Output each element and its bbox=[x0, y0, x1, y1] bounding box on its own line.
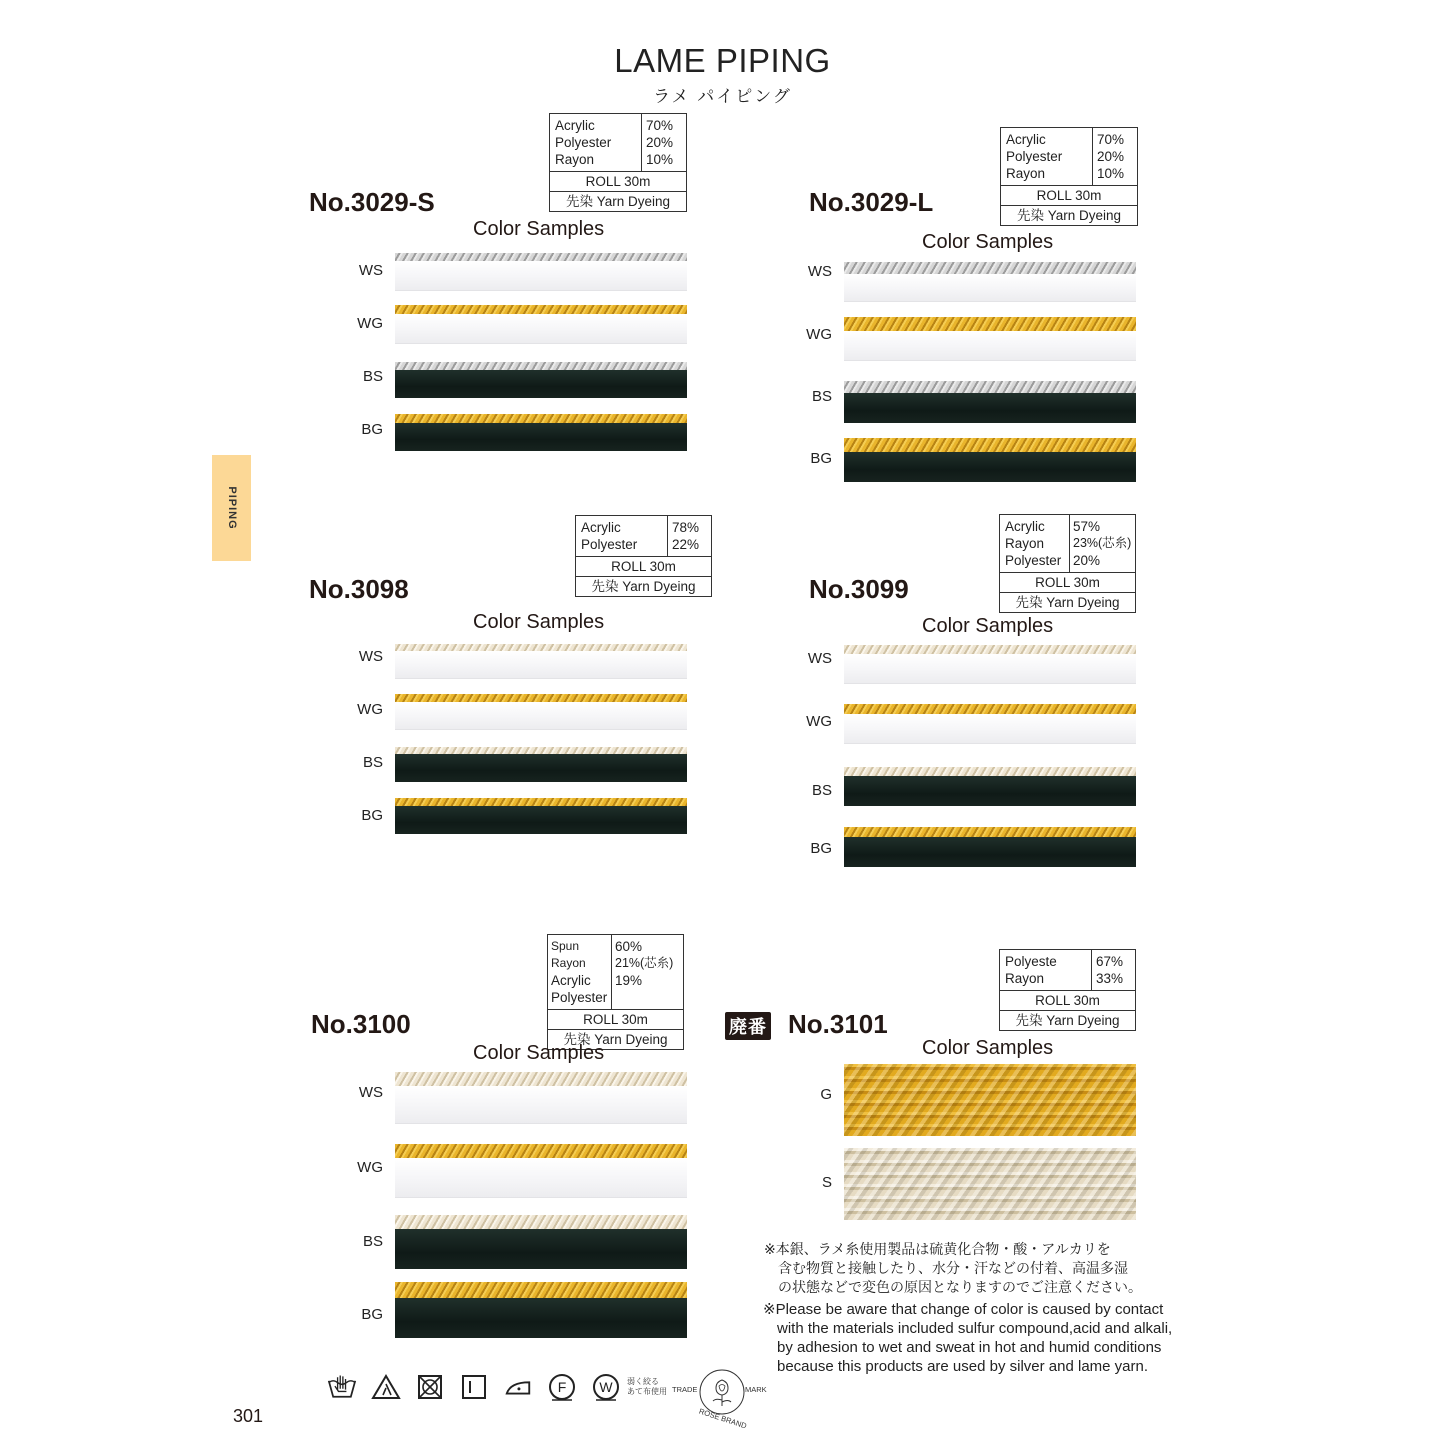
note-line: ※本銀、ラメ糸使用製品は硫黄化合物・酸・アルカリを bbox=[764, 1241, 1111, 1257]
color-samples-heading: Color Samples bbox=[922, 231, 1054, 253]
trademark-brand-name: ROSE BRAND bbox=[697, 1406, 748, 1431]
material-name: Rayon bbox=[555, 152, 595, 167]
swatch-tape-bs bbox=[844, 381, 1136, 423]
material-percent: 10% bbox=[1097, 166, 1125, 181]
swatch-tape-bs bbox=[844, 767, 1136, 806]
swatch-code: BG bbox=[361, 1306, 383, 1323]
roll-length: ROLL 30m bbox=[1035, 993, 1100, 1008]
care-note bbox=[627, 1377, 667, 1397]
color-samples-heading: Color Samples bbox=[473, 611, 605, 633]
dyeing-method: 先染 Yarn Dyeing bbox=[1001, 205, 1137, 225]
color-samples-heading: Color Samples bbox=[473, 1042, 605, 1064]
wet-clean-letter: W bbox=[599, 1379, 613, 1395]
material-percent: 20% bbox=[1097, 149, 1125, 164]
material-name: Polyester bbox=[551, 990, 608, 1005]
section-tab-label: PIPING bbox=[225, 486, 238, 530]
material-name: Acrylic bbox=[581, 520, 621, 535]
material-percent: 78% bbox=[672, 520, 700, 535]
note-line: by adhesion to wet and sweat in hot and humid conditions bbox=[777, 1339, 1162, 1356]
swatch-tape-wg bbox=[844, 317, 1136, 361]
color-samples-heading: Color Samples bbox=[922, 1037, 1054, 1059]
material-name: Acrylic bbox=[1006, 132, 1046, 147]
roll-length: ROLL 30m bbox=[583, 1012, 648, 1027]
swatch-tape-ws bbox=[844, 645, 1136, 684]
hand-wash-icon bbox=[327, 1372, 357, 1402]
swatch-tape-ws bbox=[395, 253, 687, 291]
swatch-code: BS bbox=[811, 388, 832, 405]
product-number: No.3029-S bbox=[309, 187, 435, 217]
material-name: Polyeste bbox=[1005, 954, 1057, 969]
material-name: Polyester bbox=[555, 135, 612, 150]
page-number: 301 bbox=[233, 1406, 264, 1426]
line-dry-icon bbox=[459, 1372, 489, 1402]
product-number: No.3029-L bbox=[809, 187, 934, 217]
no-tumble-dry-icon bbox=[415, 1372, 445, 1402]
material-percent: 33% bbox=[1096, 971, 1124, 986]
dyeing-method: 先染 Yarn Dyeing bbox=[576, 576, 711, 596]
material-name: Rayon bbox=[1005, 536, 1045, 551]
caution-note-ja bbox=[764, 1240, 1142, 1297]
care-note-line: 弱く絞る bbox=[627, 1377, 659, 1386]
swatch-tape-ws bbox=[395, 644, 687, 679]
dyeing-method: 先染 Yarn Dyeing bbox=[1000, 592, 1135, 612]
material-name: Acrylic bbox=[551, 973, 591, 988]
swatch-code: BG bbox=[361, 421, 383, 438]
roll-length: ROLL 30m bbox=[1035, 575, 1100, 590]
caution-note-en bbox=[763, 1300, 1172, 1376]
product-number: No.3101 bbox=[788, 1009, 888, 1039]
swatch-tape-bs bbox=[395, 1215, 687, 1269]
material-percent: 70% bbox=[646, 118, 674, 133]
swatch-code: WG bbox=[806, 326, 832, 343]
swatch-tape-bg bbox=[844, 827, 1136, 867]
material-percent: 67% bbox=[1096, 954, 1124, 969]
swatch-tape-ws bbox=[395, 1072, 687, 1124]
care-note-line: あて布使用 bbox=[627, 1387, 667, 1396]
rose-brand-logo bbox=[672, 1368, 772, 1431]
material-percent: 10% bbox=[646, 152, 674, 167]
material-name: Polyester bbox=[1005, 553, 1062, 568]
material-name: Polyester bbox=[1006, 149, 1063, 164]
material-percent: 57% bbox=[1073, 519, 1101, 534]
color-samples-heading: Color Samples bbox=[473, 218, 605, 240]
swatch-tape-bs bbox=[395, 362, 687, 398]
material-name: Acrylic bbox=[1005, 519, 1045, 534]
swatch-code: BG bbox=[810, 450, 832, 467]
swatch-code: WS bbox=[358, 1084, 383, 1101]
composition-box-3101 bbox=[999, 949, 1136, 1031]
composition-box-3098 bbox=[575, 515, 712, 597]
iron-low-icon bbox=[503, 1372, 533, 1402]
swatch-code: WG bbox=[357, 315, 383, 332]
dry-clean-f-icon bbox=[547, 1372, 577, 1402]
bleach-triangle-icon bbox=[371, 1372, 401, 1402]
composition-box-3029l bbox=[1000, 127, 1138, 226]
discontinued-badge: 廃番 bbox=[725, 1012, 771, 1040]
material-percent: 20% bbox=[1073, 553, 1101, 568]
product-number: No.3099 bbox=[809, 574, 909, 604]
product-number: No.3098 bbox=[309, 574, 409, 604]
swatch-code: WG bbox=[357, 701, 383, 718]
material-percent: 20% bbox=[646, 135, 674, 150]
swatch-tape-bg bbox=[395, 1282, 687, 1338]
trademark-mark: MARK bbox=[745, 1385, 767, 1394]
swatch-code: BG bbox=[810, 840, 832, 857]
material-percent: 70% bbox=[1097, 132, 1125, 147]
dyeing-method: 先染 Yarn Dyeing bbox=[1000, 1010, 1135, 1030]
material-name: Rayon bbox=[1005, 971, 1045, 986]
section-tab bbox=[212, 455, 251, 561]
material-percent: 22% bbox=[672, 537, 700, 552]
swatch-tape-wg bbox=[844, 704, 1136, 744]
swatch-tape-bg bbox=[844, 438, 1136, 482]
swatch-tape-bg bbox=[395, 798, 687, 834]
wet-clean-w-icon bbox=[591, 1372, 621, 1402]
composition-box-3100 bbox=[547, 934, 684, 1050]
roll-length: ROLL 30m bbox=[1036, 188, 1102, 203]
swatch-code: WS bbox=[807, 263, 832, 280]
swatch-tape-bs bbox=[395, 747, 687, 782]
swatch-tape-wg bbox=[395, 1144, 687, 1198]
material-name: Acrylic bbox=[555, 118, 595, 133]
page-title: LAME PIPING bbox=[614, 42, 831, 79]
composition-box-3099 bbox=[999, 514, 1136, 613]
page-subtitle: ラメ パイピング bbox=[653, 87, 792, 106]
note-line: 含む物質と接触したり、水分・汗などの付着、高温多湿 bbox=[778, 1260, 1128, 1276]
material-percent: 60% bbox=[615, 939, 643, 954]
swatch-braid-g bbox=[844, 1064, 1136, 1136]
color-samples-heading: Color Samples bbox=[922, 615, 1054, 637]
material-percent: 21%(芯糸) bbox=[615, 956, 674, 970]
swatch-code: WG bbox=[357, 1159, 383, 1176]
material-percent: 19% bbox=[615, 973, 643, 988]
composition-box-3029s bbox=[549, 113, 687, 212]
dry-clean-letter: F bbox=[557, 1379, 567, 1395]
dyeing-method: 先染 Yarn Dyeing bbox=[548, 1029, 683, 1049]
material-name: Polyester bbox=[581, 537, 638, 552]
swatch-tape-wg bbox=[395, 305, 687, 344]
swatch-code: BS bbox=[362, 368, 383, 385]
swatch-code: WS bbox=[358, 262, 383, 279]
swatch-tape-ws bbox=[844, 262, 1136, 302]
material-percent: 23%(芯糸) bbox=[1073, 536, 1132, 550]
swatch-code: WG bbox=[806, 713, 832, 730]
note-line: ※Please be aware that change of color is caused by contact bbox=[763, 1301, 1164, 1318]
swatch-tape-wg bbox=[395, 694, 687, 730]
product-number: No.3100 bbox=[311, 1009, 411, 1039]
dyeing-method: 先染 Yarn Dyeing bbox=[550, 191, 686, 211]
roll-length: ROLL 30m bbox=[611, 559, 676, 574]
swatch-tape-bg bbox=[395, 414, 687, 451]
swatch-code: WS bbox=[807, 650, 832, 667]
swatch-code: G bbox=[820, 1086, 832, 1103]
note-line: の状態などで変色の原因となりますのでご注意ください。 bbox=[778, 1279, 1142, 1295]
care-label-row bbox=[327, 1372, 667, 1402]
note-line: because this products are used by silver and lame yarn. bbox=[777, 1358, 1149, 1375]
roll-length: ROLL 30m bbox=[585, 174, 651, 189]
swatch-code: BG bbox=[361, 807, 383, 824]
swatch-braid-s bbox=[844, 1148, 1136, 1220]
note-line: with the materials included sulfur compound,acid and alkali, bbox=[777, 1320, 1173, 1337]
trademark-trade: TRADE bbox=[672, 1385, 698, 1394]
material-name: Rayon bbox=[1006, 166, 1046, 181]
swatch-code: S bbox=[821, 1174, 832, 1191]
swatch-code: BS bbox=[362, 1233, 383, 1250]
swatch-code: BS bbox=[811, 782, 832, 799]
swatch-code: WS bbox=[358, 648, 383, 665]
swatch-code: BS bbox=[362, 754, 383, 771]
material-name: Spun Rayon bbox=[551, 939, 586, 970]
